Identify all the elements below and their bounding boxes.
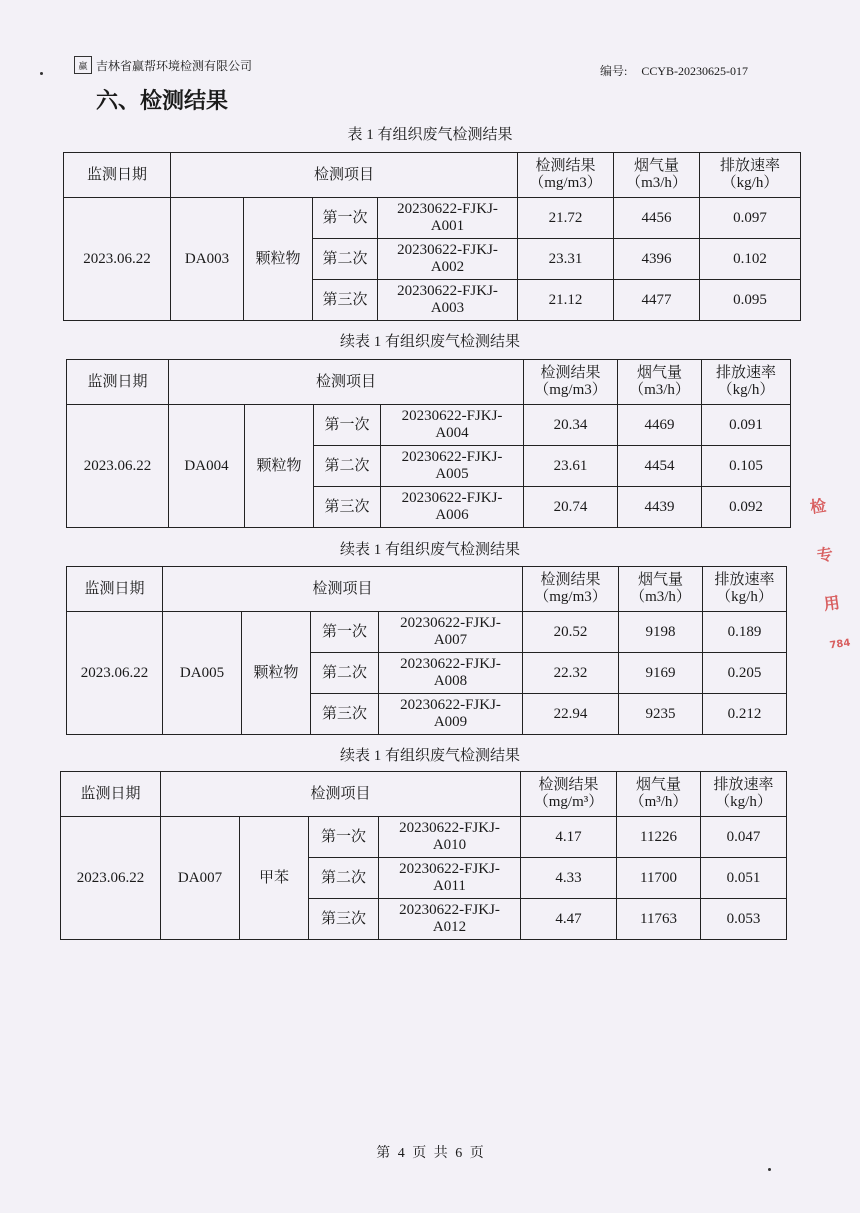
outlet-id: DA005 <box>163 612 242 735</box>
table-caption: 续表 1 有组织废气检测结果 <box>339 334 520 350</box>
company-logo: 赢 <box>74 56 92 74</box>
sample-id: 20230622-FJKJ- A001 <box>378 198 518 239</box>
results-table <box>60 771 787 940</box>
seal-char: 专 <box>815 544 835 566</box>
results-table <box>66 566 787 735</box>
scan-dot <box>768 1168 771 1171</box>
flow-value: 4396 <box>614 239 700 280</box>
result-value: 20.52 <box>523 612 619 653</box>
seal-number: 784 <box>828 637 852 652</box>
result-value: 23.31 <box>518 239 614 280</box>
company-name: 吉林省赢帮环境检测有限公司 <box>96 58 253 73</box>
sample-sequence: 第二次 <box>313 239 378 280</box>
header-date: 监测日期 <box>67 360 169 405</box>
flow-value: 4439 <box>618 487 702 528</box>
sample-sequence: 第一次 <box>314 405 381 446</box>
sample-sequence: 第三次 <box>313 280 378 321</box>
rate-value: 0.105 <box>702 446 791 487</box>
results-table <box>66 359 791 528</box>
seal-char: 检 <box>808 495 828 517</box>
header-result: 检测结果 （mg/m3） <box>524 360 618 405</box>
sample-id: 20230622-FJKJ- A011 <box>379 858 521 899</box>
sample-id: 20230622-FJKJ- A008 <box>379 653 523 694</box>
rate-value: 0.205 <box>703 653 787 694</box>
sample-sequence: 第三次 <box>314 487 381 528</box>
sample-id: 20230622-FJKJ- A009 <box>379 694 523 735</box>
pollutant: 颗粒物 <box>245 405 314 528</box>
header-flow: 烟气量 （m3/h） <box>614 153 700 198</box>
header-date: 监测日期 <box>67 567 163 612</box>
rate-value: 0.097 <box>700 198 801 239</box>
report-number <box>600 62 748 79</box>
result-value: 21.72 <box>518 198 614 239</box>
sample-id: 20230622-FJKJ- A004 <box>381 405 524 446</box>
outlet-id: DA004 <box>169 405 245 528</box>
rate-value: 0.053 <box>701 899 787 940</box>
header-result: 检测结果 （mg/m3） <box>518 153 614 198</box>
sample-sequence: 第三次 <box>311 694 379 735</box>
flow-value: 4454 <box>618 446 702 487</box>
result-value: 22.94 <box>523 694 619 735</box>
sample-sequence: 第一次 <box>311 612 379 653</box>
result-value: 21.12 <box>518 280 614 321</box>
sample-sequence: 第一次 <box>309 817 379 858</box>
rate-value: 0.092 <box>702 487 791 528</box>
outlet-id: DA003 <box>171 198 244 321</box>
pollutant: 颗粒物 <box>244 198 313 321</box>
monitor-date: 2023.06.22 <box>61 817 161 940</box>
sample-sequence: 第一次 <box>313 198 378 239</box>
header-item: 检测项目 <box>169 360 524 405</box>
flow-value: 9198 <box>619 612 703 653</box>
flow-value: 11226 <box>617 817 701 858</box>
pollutant: 颗粒物 <box>242 612 311 735</box>
flow-value: 11700 <box>617 858 701 899</box>
rate-value: 0.095 <box>700 280 801 321</box>
sample-id: 20230622-FJKJ- A007 <box>379 612 523 653</box>
header-item: 检测项目 <box>161 772 521 817</box>
rate-value: 0.091 <box>702 405 791 446</box>
sample-sequence: 第三次 <box>309 899 379 940</box>
rate-value: 0.047 <box>701 817 787 858</box>
results-table <box>63 152 801 321</box>
report-number-value: CCYB-20230625-017 <box>641 64 749 78</box>
sample-id: 20230622-FJKJ- A002 <box>378 239 518 280</box>
monitor-date: 2023.06.22 <box>67 405 169 528</box>
header-result: 检测结果 （mg/m³） <box>521 772 617 817</box>
rate-value: 0.102 <box>700 239 801 280</box>
flow-value: 11763 <box>617 899 701 940</box>
header-flow: 烟气量 （m³/h） <box>617 772 701 817</box>
header-item: 检测项目 <box>171 153 518 198</box>
header-rate: 排放速率 （kg/h） <box>702 360 791 405</box>
header-date: 监测日期 <box>64 153 171 198</box>
seal-char: 用 <box>822 592 842 614</box>
sample-sequence: 第二次 <box>314 446 381 487</box>
flow-value: 4477 <box>614 280 700 321</box>
header-result: 检测结果 （mg/m3） <box>523 567 619 612</box>
pollutant: 甲苯 <box>240 817 309 940</box>
inspection-seal <box>808 487 860 664</box>
header-item: 检测项目 <box>163 567 523 612</box>
page-footer: 第 4 页 共 6 页 <box>376 1146 484 1161</box>
rate-value: 0.189 <box>703 612 787 653</box>
result-value: 4.47 <box>521 899 617 940</box>
rate-value: 0.051 <box>701 858 787 899</box>
result-value: 23.61 <box>524 446 618 487</box>
table-caption: 续表 1 有组织废气检测结果 <box>339 542 520 558</box>
outlet-id: DA007 <box>161 817 240 940</box>
header-rate: 排放速率 （kg/h） <box>701 772 787 817</box>
table-caption: 续表 1 有组织废气检测结果 <box>339 748 520 764</box>
scan-dot <box>40 72 43 75</box>
report-number-label: 编号: <box>600 64 628 78</box>
result-value: 22.32 <box>523 653 619 694</box>
sample-sequence: 第二次 <box>311 653 379 694</box>
result-value: 4.17 <box>521 817 617 858</box>
result-value: 20.34 <box>524 405 618 446</box>
header-flow: 烟气量 （m3/h） <box>619 567 703 612</box>
flow-value: 9235 <box>619 694 703 735</box>
result-value: 20.74 <box>524 487 618 528</box>
sample-id: 20230622-FJKJ- A012 <box>379 899 521 940</box>
result-value: 4.33 <box>521 858 617 899</box>
sample-id: 20230622-FJKJ- A010 <box>379 817 521 858</box>
sample-id: 20230622-FJKJ- A005 <box>381 446 524 487</box>
sample-id: 20230622-FJKJ- A003 <box>378 280 518 321</box>
monitor-date: 2023.06.22 <box>67 612 163 735</box>
sample-sequence: 第二次 <box>309 858 379 899</box>
header-rate: 排放速率 （kg/h） <box>700 153 801 198</box>
header-date: 监测日期 <box>61 772 161 817</box>
header-flow: 烟气量 （m3/h） <box>618 360 702 405</box>
section-title: 六、检测结果 <box>96 89 229 114</box>
sample-id: 20230622-FJKJ- A006 <box>381 487 524 528</box>
flow-value: 4469 <box>618 405 702 446</box>
flow-value: 4456 <box>614 198 700 239</box>
rate-value: 0.212 <box>703 694 787 735</box>
table-caption: 表 1 有组织废气检测结果 <box>347 127 513 143</box>
monitor-date: 2023.06.22 <box>64 198 171 321</box>
company-header <box>74 56 252 74</box>
header-rate: 排放速率 （kg/h） <box>703 567 787 612</box>
flow-value: 9169 <box>619 653 703 694</box>
